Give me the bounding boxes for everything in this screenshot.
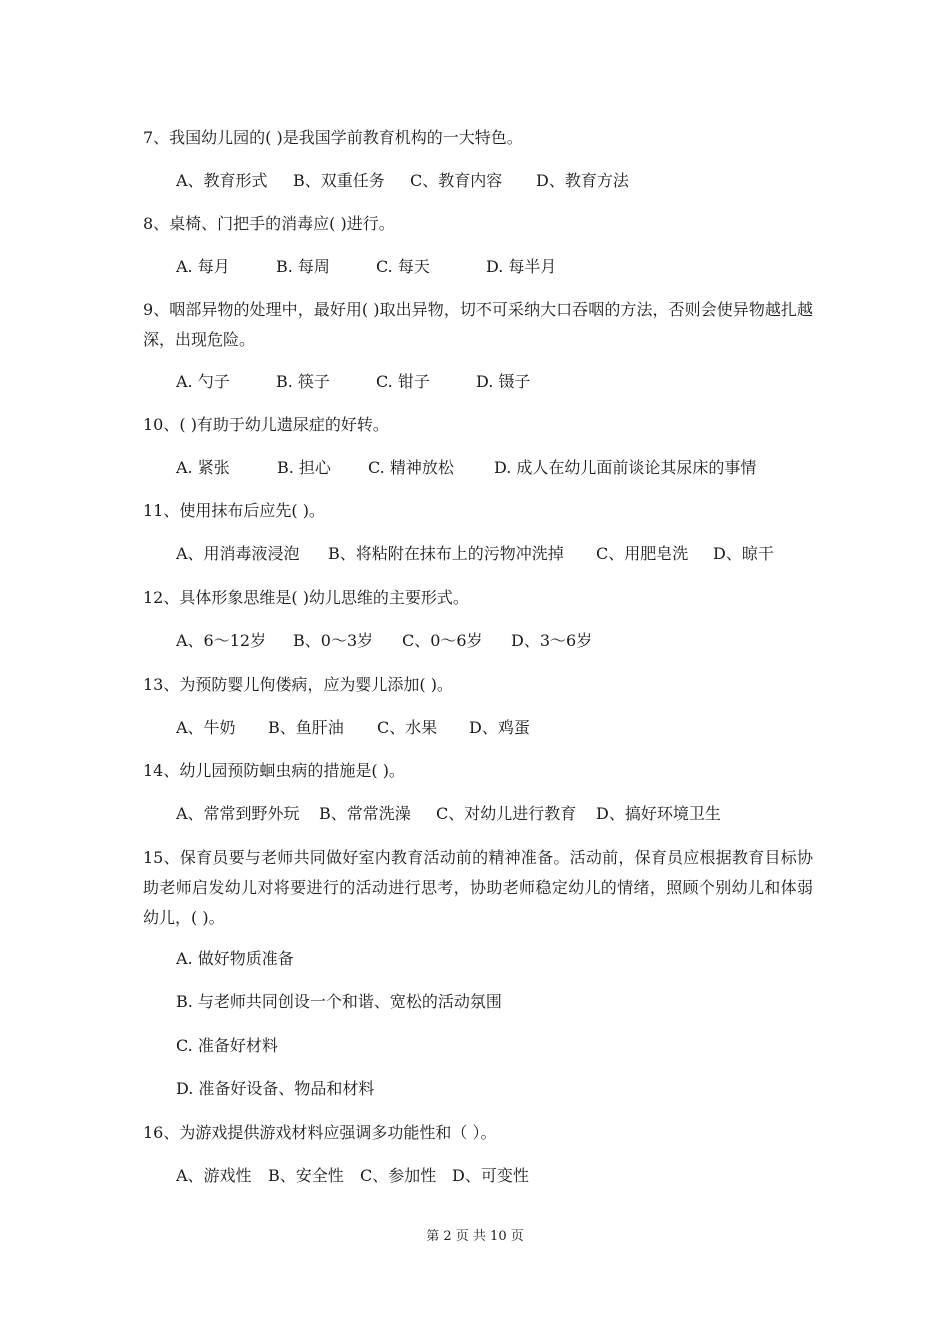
options-11 bbox=[176, 543, 774, 565]
page-footer: 第 2 页 共 10 页 bbox=[426, 1229, 524, 1244]
option-c: C、水果 bbox=[377, 718, 438, 737]
option-d: D. 镊子 bbox=[476, 372, 531, 391]
question-15: 15、保育员要与老师共同做好室内教育活动前的精神准备。活动前，保育员应根据教育目标协助老师启发幼儿对将要进行的活动进行思考，协助老师稳定幼儿的情绪，照顾个别幼儿和体弱幼儿，( )。 bbox=[143, 848, 813, 927]
options-10 bbox=[176, 457, 756, 479]
options-12 bbox=[176, 630, 592, 652]
option-a: A、用消毒液浸泡 bbox=[176, 544, 300, 563]
question-13: 13、为预防婴儿佝偻病，应为婴儿添加( )。 bbox=[143, 675, 453, 694]
option-a: A、游戏性 bbox=[176, 1166, 252, 1185]
question-7: 7、我国幼儿园的( )是我国学前教育机构的一大特色。 bbox=[143, 128, 523, 147]
option-b: B. 筷子 bbox=[276, 372, 330, 391]
option-a: A. 做好物质准备 bbox=[176, 949, 294, 968]
question-12: 12、具体形象思维是( )幼儿思维的主要形式。 bbox=[143, 588, 469, 607]
option-c: C. 每天 bbox=[376, 257, 430, 276]
option-c: C. 精神放松 bbox=[368, 458, 454, 477]
options-14 bbox=[176, 803, 721, 825]
option-d: D、鸡蛋 bbox=[469, 718, 530, 737]
option-b: B、常常洗澡 bbox=[319, 804, 411, 823]
option-d: D、晾干 bbox=[713, 544, 774, 563]
option-d: D、3～6岁 bbox=[511, 631, 593, 650]
options-7 bbox=[176, 170, 629, 192]
option-c: C、参加性 bbox=[360, 1166, 437, 1185]
option-d: D. 成人在幼儿面前谈论其尿床的事情 bbox=[494, 458, 757, 477]
option-b: B. 担心 bbox=[277, 458, 331, 477]
question-11: 11、使用抹布后应先( )。 bbox=[143, 501, 325, 520]
option-d: D、可变性 bbox=[452, 1166, 529, 1185]
option-b: B、将粘附在抹布上的污物冲洗掉 bbox=[328, 544, 564, 563]
option-b: B. 与老师共同创设一个和谐、宽松的活动氛围 bbox=[176, 992, 502, 1011]
option-c: C、用肥皂洗 bbox=[596, 544, 689, 563]
option-c: C、教育内容 bbox=[410, 171, 503, 190]
question-9: 9、咽部异物的处理中，最好用( )取出异物，切不可采纳大口吞咽的方法，否则会使异物越扎越深，出现危险。 bbox=[143, 300, 813, 349]
option-b: B、鱼肝油 bbox=[268, 718, 344, 737]
option-d: D、搞好环境卫生 bbox=[596, 804, 721, 823]
option-a: A、牛奶 bbox=[176, 718, 236, 737]
option-c: C、对幼儿进行教育 bbox=[436, 804, 577, 823]
option-c: C. 钳子 bbox=[376, 372, 430, 391]
option-a: A、教育形式 bbox=[176, 171, 268, 190]
options-16 bbox=[176, 1165, 529, 1187]
option-a: A. 勺子 bbox=[176, 372, 230, 391]
question-14: 14、幼儿园预防蛔虫病的措施是( )。 bbox=[143, 761, 405, 780]
question-8: 8、桌椅、门把手的消毒应( )进行。 bbox=[143, 214, 395, 233]
option-c: C. 准备好材料 bbox=[176, 1036, 278, 1055]
option-a: A. 紧张 bbox=[176, 458, 230, 477]
option-b: B、0～3岁 bbox=[293, 631, 374, 650]
option-d: D、教育方法 bbox=[536, 171, 629, 190]
question-10: 10、( )有助于幼儿遗尿症的好转。 bbox=[143, 415, 389, 434]
option-d: D. 每半月 bbox=[486, 257, 557, 276]
option-a: A、常常到野外玩 bbox=[176, 804, 300, 823]
option-a: A、6～12岁 bbox=[176, 631, 267, 650]
option-b: B、安全性 bbox=[268, 1166, 344, 1185]
option-d: D. 准备好设备、物品和材料 bbox=[176, 1079, 375, 1098]
option-b: B、双重任务 bbox=[293, 171, 385, 190]
option-b: B. 每周 bbox=[276, 257, 330, 276]
option-a: A. 每月 bbox=[176, 257, 230, 276]
question-16: 16、为游戏提供游戏材料应强调多功能性和（ ）。 bbox=[143, 1123, 497, 1142]
options-13 bbox=[176, 717, 530, 739]
options-9 bbox=[176, 371, 530, 393]
options-8 bbox=[176, 256, 556, 278]
option-c: C、0～6岁 bbox=[402, 631, 483, 650]
